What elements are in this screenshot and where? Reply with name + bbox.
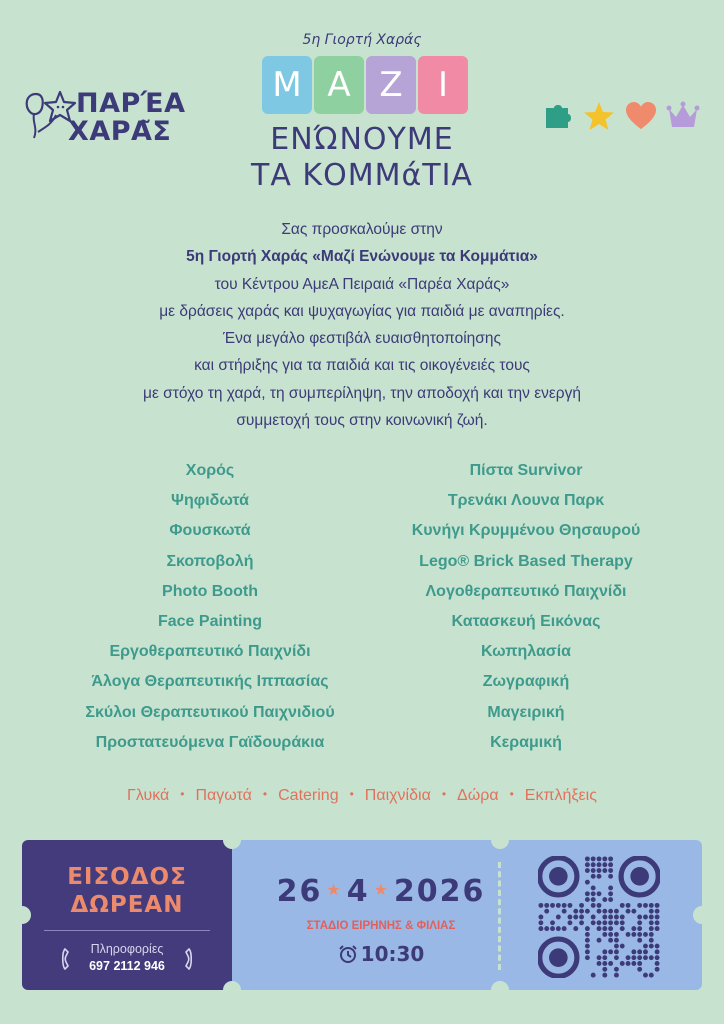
- activity-item: Face Painting: [157, 613, 263, 631]
- separator-dot: •: [349, 787, 354, 801]
- ticket-notch: [13, 906, 31, 924]
- intro-line: Σας προσκαλούμε στην: [281, 221, 443, 238]
- date-month: 4: [346, 874, 370, 909]
- logo-text-line2: ΧΑΡΑ͂Σ: [68, 116, 172, 147]
- activity-item: Ψηφιδωτά: [171, 492, 249, 510]
- logo-text-line1: ΠΑΡΈΑ: [76, 88, 186, 119]
- activity-item: Λογοθεραπευτικό Παιχνίδι: [425, 582, 627, 600]
- qr-code[interactable]: [538, 856, 660, 978]
- activity-item: Κυνήγι Κρυμμένου Θησαυρού: [411, 522, 641, 540]
- star-separator: ★: [326, 880, 343, 899]
- alarm-clock-icon: [338, 944, 358, 964]
- invitation-text: [40, 216, 684, 434]
- venue: ΣΤΑΔΙΟ ΕΙΡΗΝΗΣ & ΦΙΛΙΑΣ: [306, 920, 456, 932]
- activity-item: Lego® Brick Based Therapy: [419, 552, 633, 570]
- intro-event-name: 5η Γιορτή Χαράς «Μαζί Ενώνουμε τα Κομμάτια»: [186, 248, 538, 266]
- intro-line: συμμετοχή τους στην κοινωνική ζωή.: [236, 412, 488, 430]
- intro-line: με δράσεις χαράς και ψυχαγωγίας για παιδιά με αναπηρίες.: [159, 302, 565, 320]
- activity-item: Ζωγραφική: [482, 673, 570, 691]
- extra-item: Δώρα: [457, 787, 499, 804]
- activity-item: Εργοθεραπευτικό Παιχνίδι: [109, 643, 311, 661]
- time-value: 10:30: [360, 942, 425, 966]
- activity-item: Φουσκωτά: [169, 522, 251, 540]
- intro-line: με στόχο τη χαρά, τη συμπερίληψη, την αποδοχή και την ενεργή: [143, 384, 581, 402]
- puzzle-icon: [542, 100, 574, 132]
- extras-row: [0, 787, 724, 805]
- ticket-notch: [223, 831, 241, 849]
- phone-number[interactable]: 697 2112 946: [89, 959, 165, 973]
- activity-item: Σκοποβολή: [166, 552, 254, 570]
- puzzle-piece-letter: Α: [314, 56, 364, 114]
- free-entry-line1: ΕΙΣΟΔΟΣ: [67, 864, 187, 890]
- ticket-notch: [693, 906, 711, 924]
- activity-item: Μαγειρική: [487, 703, 565, 721]
- date-year: 2026: [393, 874, 486, 909]
- phone-icon: [176, 946, 194, 972]
- extra-item: Γλυκά: [127, 787, 170, 804]
- intro-line: και στήριξης για τα παιδιά και τις οικογένειές τους: [194, 357, 530, 375]
- activities-left-column: [40, 456, 380, 758]
- activity-item: Χορός: [185, 462, 235, 479]
- decor-icons: [542, 100, 702, 138]
- headline-line1: ΕΝΏΝΟΥΜΕ: [270, 122, 454, 157]
- crown-icon: [666, 100, 700, 132]
- divider: [44, 930, 210, 931]
- extra-item: Παγωτά: [195, 787, 252, 804]
- free-entry-line2: ΔΩΡΕΑΝ: [70, 892, 184, 918]
- intro-line: του Κέντρου ΑμεΑ Πειραιά «Παρέα Χαράς»: [214, 275, 510, 293]
- activities-right-column: [356, 456, 696, 758]
- ticket-notch: [491, 981, 509, 999]
- activity-item: Photo Booth: [162, 582, 258, 600]
- puzzle-piece-letter: Μ: [262, 56, 312, 114]
- event-date: [250, 874, 512, 909]
- activity-item: Τρενάκι Λουνα Παρκ: [447, 492, 605, 510]
- event-time: [250, 942, 512, 966]
- puzzle-piece-letter: Ζ: [366, 56, 416, 114]
- separator-dot: •: [262, 787, 268, 801]
- extra-item: Εκπλήξεις: [524, 787, 597, 804]
- ticket-perforation: [498, 862, 501, 970]
- date-day: 26: [276, 874, 323, 909]
- extra-item: Catering: [278, 787, 339, 804]
- star-icon: [582, 100, 616, 132]
- ticket-notch: [223, 981, 241, 999]
- activity-item: Πίστα Survivor: [469, 462, 583, 479]
- activity-item: Προστατευόμενα Γαϊδουράκια: [95, 733, 325, 751]
- separator-dot: •: [441, 787, 447, 801]
- separator-dot: •: [180, 787, 185, 801]
- phone-icon: [60, 946, 78, 972]
- event-subtitle: 5η Γιορτή Χαράς: [302, 32, 422, 48]
- ticket-notch: [491, 831, 509, 849]
- puzzle-piece-letter: Ι: [418, 56, 468, 114]
- heart-icon: [624, 100, 658, 132]
- ticket-entry-panel: [22, 840, 232, 990]
- ticket: [22, 840, 702, 990]
- activity-item: Άλογα Θεραπευτικής Ιππασίας: [91, 673, 329, 691]
- headline-line2: ΤΑ ΚΟΜΜάΤΙΑ: [251, 158, 473, 193]
- intro-line: Ένα μεγάλο φεστιβάλ ευαισθητοποίησης: [223, 330, 501, 348]
- activity-item: Κεραμική: [490, 733, 562, 751]
- extra-item: Παιχνίδια: [364, 787, 431, 804]
- separator-dot: •: [509, 787, 514, 801]
- puzzle-title: [262, 56, 468, 114]
- activity-item: Κατασκευή Εικόνας: [451, 613, 601, 631]
- activity-item: Σκύλοι Θεραπευτικού Παιχνιδιού: [85, 703, 335, 721]
- activity-item: Κωπηλασία: [480, 643, 572, 661]
- info-label: Πληροφορίες: [90, 942, 164, 956]
- star-separator: ★: [373, 880, 390, 899]
